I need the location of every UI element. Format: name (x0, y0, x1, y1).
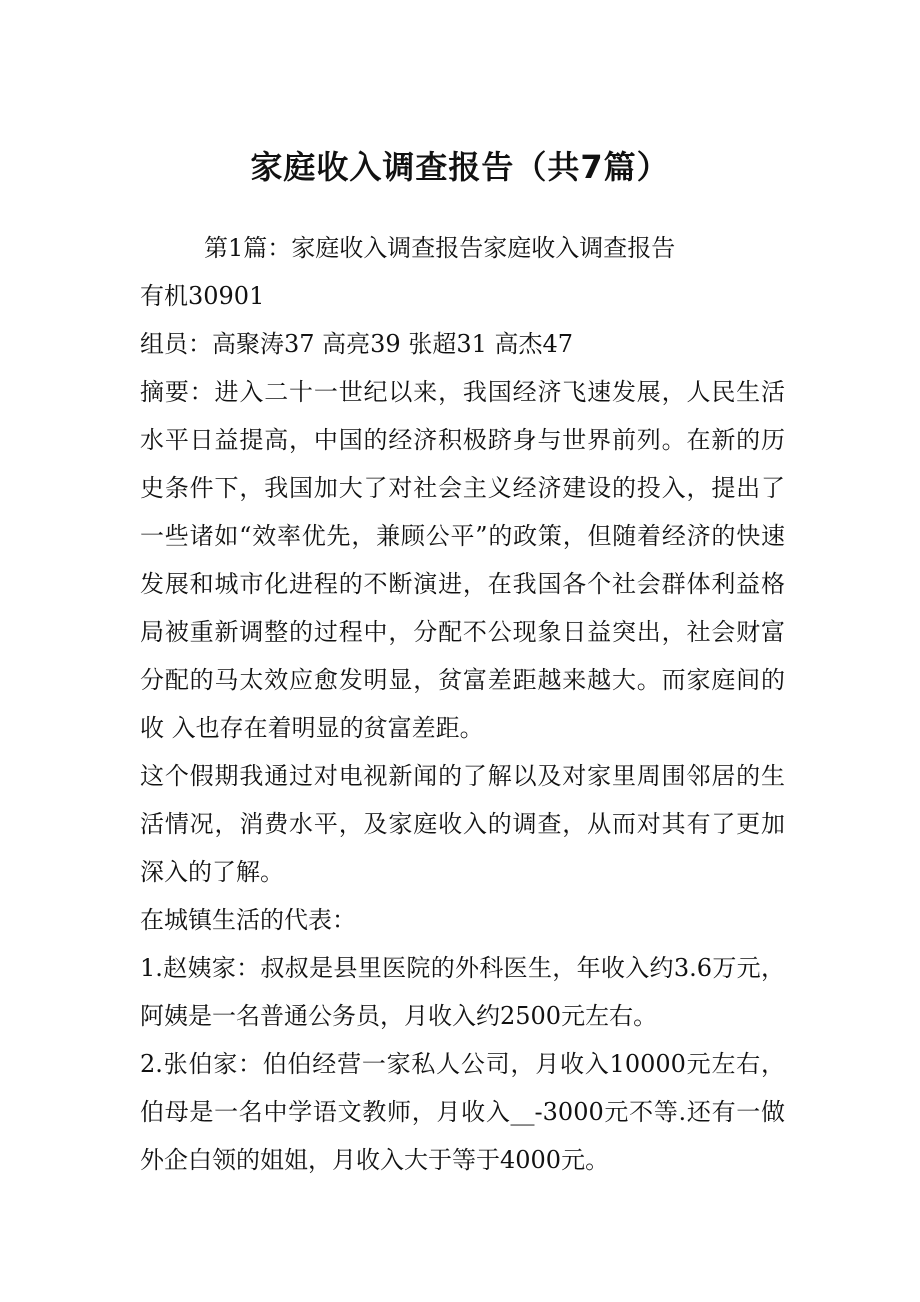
members-line: 组员：高聚涛37 高亮39 张超31 高杰47 (140, 330, 574, 358)
survey-paragraph: 这个假期我通过对电视新闻的了解以及对家里周围邻居的生活情况，消费水平，及家庭收入的调查，从而对其有了更加深入的了解。 (140, 762, 785, 886)
list-item-1: 1.赵姨家：叔叔是县里医院的外科医生，年收入约3.6万元，阿姨是一名普通公务员，月收入约2500元左右。 (140, 954, 785, 1030)
list-item-2: 2.张伯家：伯伯经营一家私人公司，月收入10000元左右，伯母是一名中学语文教师，月收入__-3000元不等.还有一做外企白领的姐姐，月收入大于等于4000元。 (140, 1050, 785, 1174)
document-title: 家庭收入调查报告（共7篇） (250, 148, 670, 186)
urban-heading: 在城镇生活的代表： (140, 906, 356, 934)
abstract-paragraph: 摘要：进入二十一世纪以来，我国经济飞速发展，人民生活水平日益提高，中国的经济积极跻身与世界前列。在新的历史条件下，我国加大了对社会主义经济建设的投入，提出了一些诸如“效率优先，兼顾公平”的政策，但随着经济的快速发展和城市化进程的不断演进，在我国各个社会群体利益格局被重新调整的过程中，分配不公现象日益突出，社会财富分配的马太效应愈发明显，贫富差距越来越大。而家庭间的收 入也存在着明显的贫富差距。 (140, 378, 785, 742)
document-body (140, 224, 785, 1184)
class-line: 有机30901 (140, 282, 265, 310)
chapter-subtitle: 第1篇：家庭收入调查报告家庭收入调查报告 (204, 234, 676, 262)
